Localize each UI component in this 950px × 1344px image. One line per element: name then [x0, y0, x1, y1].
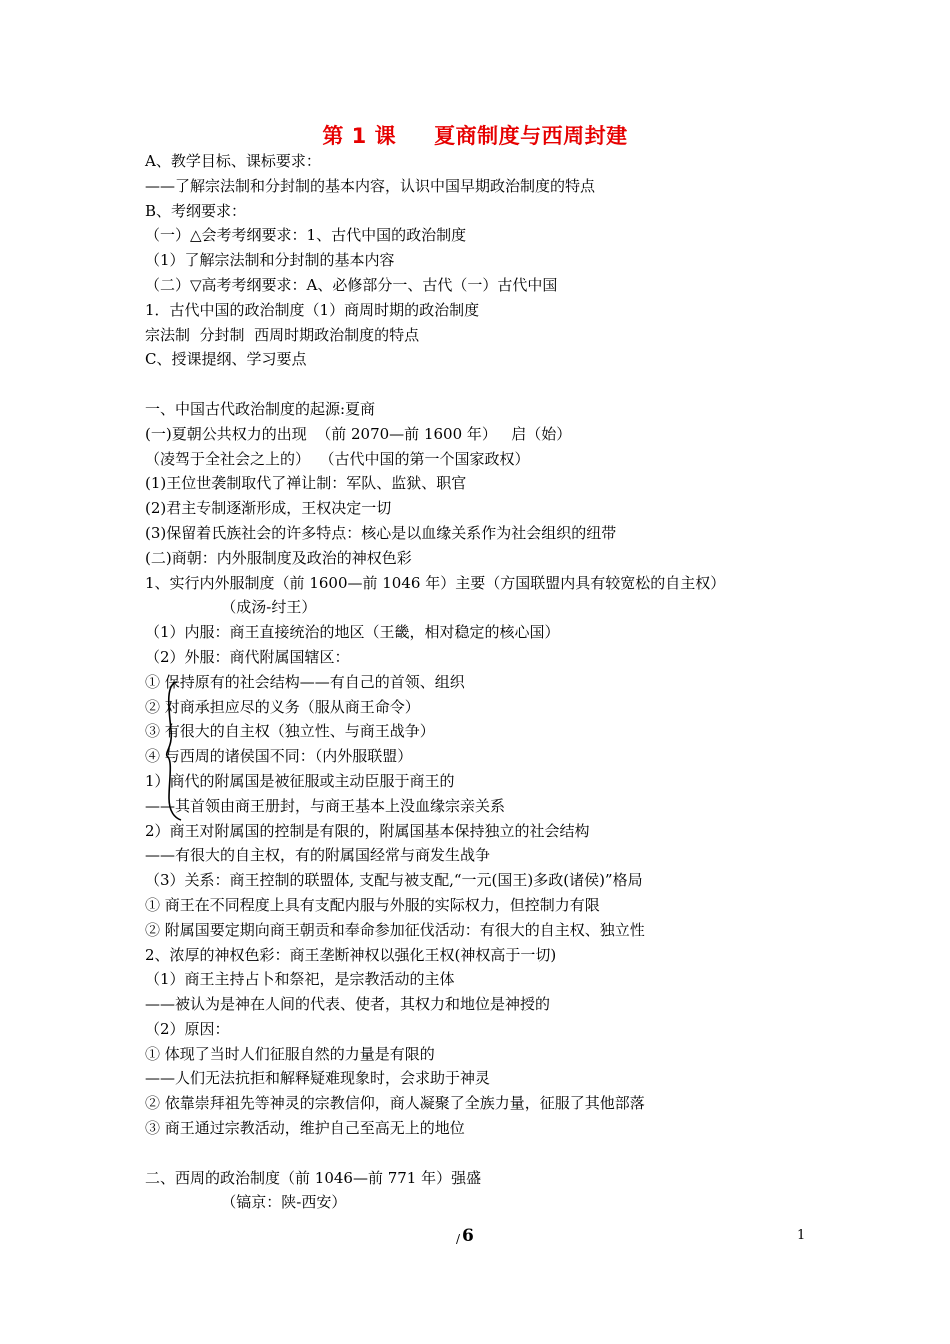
page-title: [0, 120, 950, 150]
text-line: 一、中国古代政治制度的起源:夏商: [145, 399, 376, 418]
text-line: ——人们无法抗拒和解释疑难现象时，会求助于神灵: [145, 1069, 491, 1088]
text-line: ——被认为是神在人间的代表、使者，其权力和地位是神授的: [145, 995, 551, 1014]
text-line: （二）▽高考考纲要求：A、必修部分一、古代（一）古代中国: [145, 275, 558, 294]
text-line: ① 体现了当时人们征服自然的力量是有限的: [145, 1044, 435, 1063]
text-line: (二)商朝：内外服制度及政治的神权色彩: [145, 548, 412, 567]
text-line: （2）原因：: [145, 1019, 230, 1038]
document-body: [145, 149, 845, 1215]
text-line: (2)君主专制逐渐形成，王权决定一切: [145, 499, 392, 518]
text-line: （凌驾于全社会之上的） （古代中国的第一个国家政权）: [145, 449, 530, 468]
text-line: ① 保持原有的社会结构——有自己的首领、组织: [145, 672, 465, 691]
text-line: ——其首领由商王册封，与商王基本上没血缘宗亲关系: [145, 796, 506, 815]
text-line: （镐京：陕-西安）: [145, 1193, 347, 1212]
text-line: 1、实行内外服制度（前 1600—前 1046 年）主要（方国联盟内具有较宽松的自主权）: [145, 573, 726, 592]
text-line: B、考纲要求：: [145, 201, 247, 220]
text-line: （1）商王主持占卜和祭祀，是宗教活动的主体: [145, 970, 455, 989]
text-line: （2）外服：商代附属国辖区：: [145, 647, 350, 666]
total-pages: 6: [462, 1226, 474, 1246]
text-line: （1）了解宗法制和分封制的基本内容: [145, 251, 395, 270]
text-line: A、教学目标、课标要求：: [145, 152, 321, 170]
text-line: 二、西周的政治制度（前 1046—前 771 年）强盛: [145, 1168, 482, 1187]
text-line: (1)王位世袭制取代了禅让制：军队、监狱、职官: [145, 474, 467, 493]
text-line: ② 对商承担应尽的义务（服从商王命令）: [145, 697, 420, 716]
text-line: （3）关系：商王控制的联盟体, 支配与被支配,“一元(国王)多政(诸侯)”格局: [145, 871, 643, 890]
text-line: 1．古代中国的政治制度（1）商周时期的政治制度: [145, 300, 480, 319]
text-line: C、授课提纲、学习要点: [145, 350, 307, 369]
text-line: ③ 有很大的自主权（独立性、与商王战争）: [145, 722, 435, 741]
title-lesson-number: 第 1 课: [322, 124, 397, 148]
text-line: ④ 与西周的诸侯国不同：（内外服联盟）: [145, 747, 413, 766]
page-number: 1: [797, 1228, 806, 1243]
text-line: 2、浓厚的神权色彩：商王垄断神权以强化王权(神权高于一切): [145, 945, 557, 964]
blank-line: [145, 372, 845, 397]
text-line: (一)夏朝公共权力的出现 （前 2070—前 1600 年） 启（始）: [145, 424, 572, 443]
text-line: （1）内服：商王直接统治的地区（王畿，相对稳定的核心国）: [145, 623, 560, 642]
text-line: ① 商王在不同程度上具有支配内服与外服的实际权力，但控制力有限: [145, 895, 600, 914]
blank-line: [145, 1141, 845, 1166]
text-line: （一）△会考考纲要求：1、古代中国的政治制度: [145, 226, 467, 245]
text-line: ③ 商王通过宗教活动，维护自己至高无上的地位: [145, 1119, 465, 1138]
text-line: ② 附属国要定期向商王朝贡和奉命参加征伐活动：有很大的自主权、独立性: [145, 920, 645, 939]
handwritten-brace-mark: [163, 680, 193, 822]
text-line: ② 依靠崇拜祖先等神灵的宗教信仰，商人凝聚了全族力量，征服了其他部落: [145, 1094, 645, 1113]
text-line: 2）商王对附属国的控制是有限的，附属国基本保持独立的社会结构: [145, 821, 590, 840]
page-separator: /: [456, 1232, 461, 1246]
text-line: 1）商代的附属国是被征服或主动臣服于商王的: [145, 771, 455, 790]
text-line: （成汤-纣王）: [145, 598, 317, 617]
text-line: (3)保留着氏族社会的许多特点：核心是以血缘关系作为社会组织的纽带: [145, 523, 617, 542]
text-line: ——有很大的自主权，有的附属国经常与商发生战争: [145, 846, 491, 865]
title-lesson-name: 夏商制度与西周封建: [434, 124, 628, 148]
text-line: 宗法制 分封制 西周时期政治制度的特点: [145, 325, 420, 344]
text-line: ——了解宗法制和分封制的基本内容，认识中国早期政治制度的特点: [145, 176, 596, 195]
